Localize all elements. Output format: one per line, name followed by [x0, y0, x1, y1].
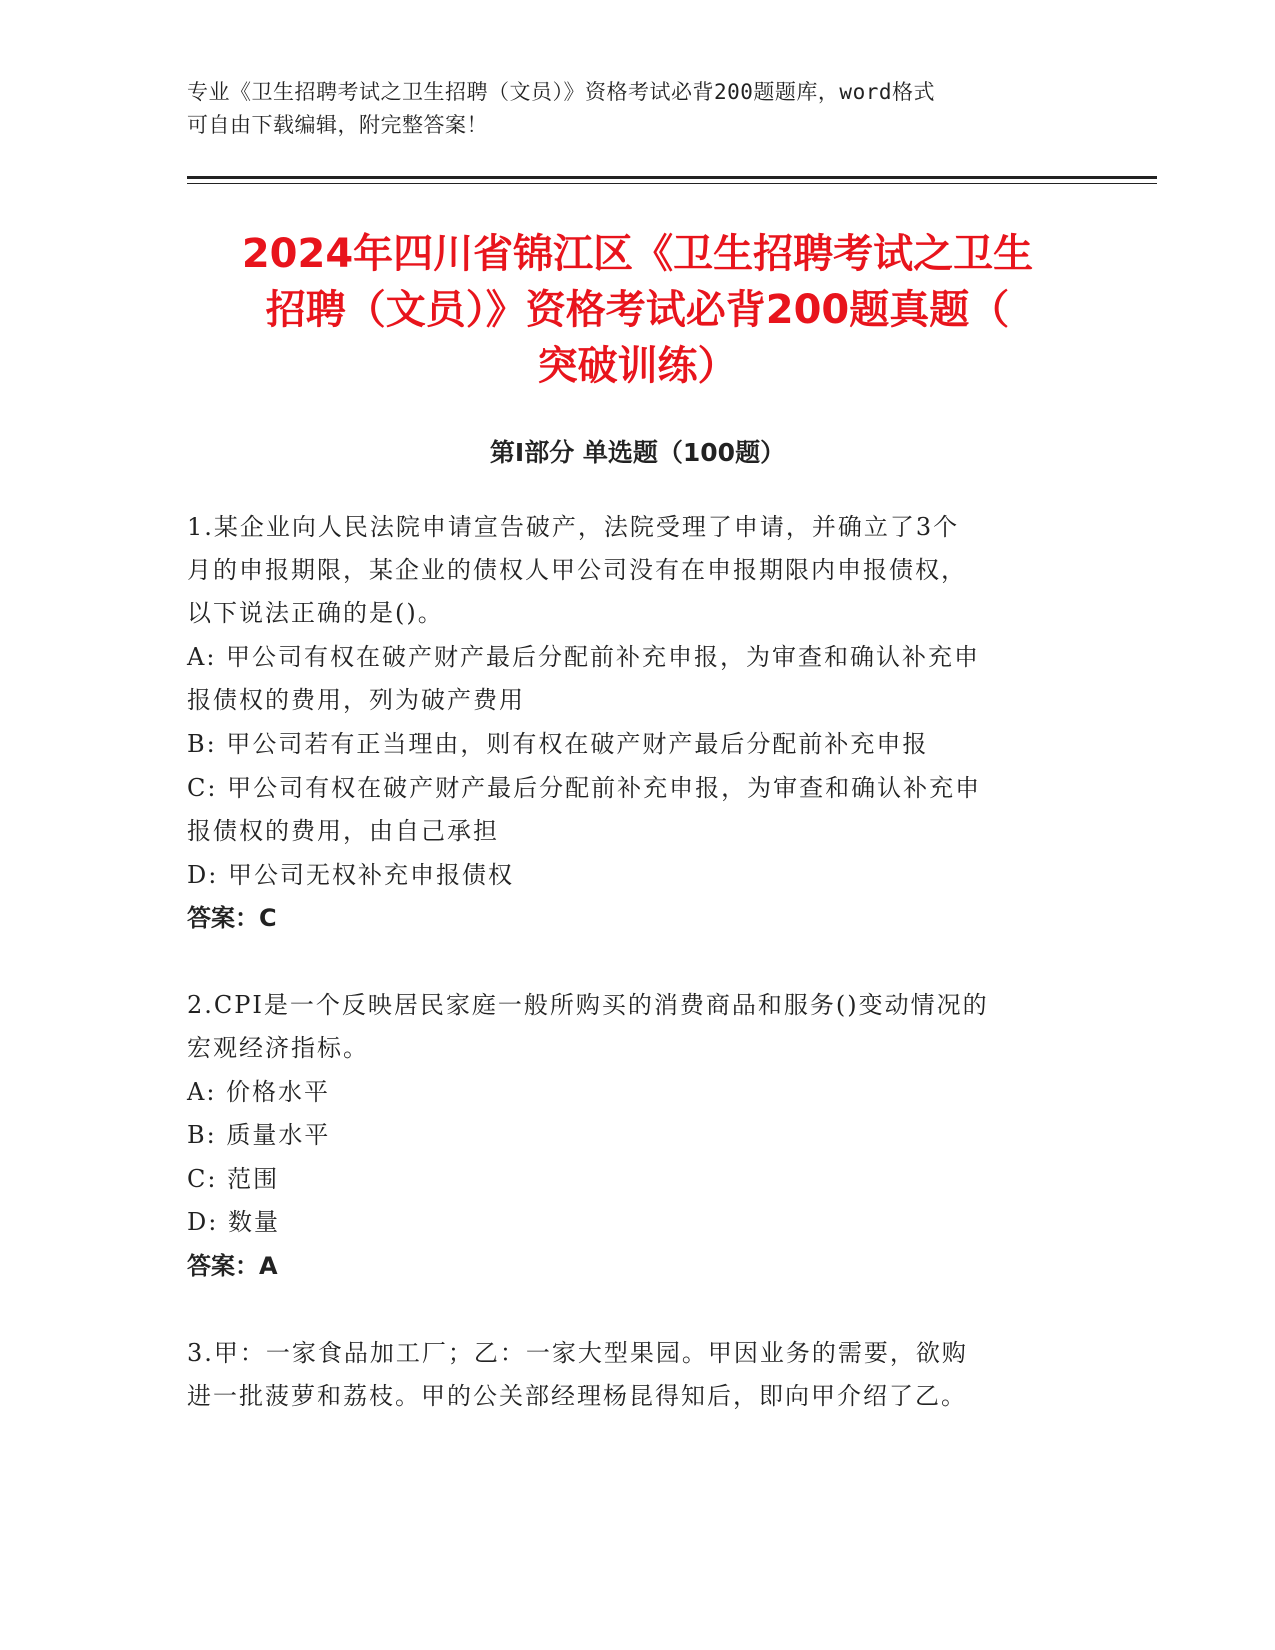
question-stem-line: 以下说法正确的是()。 [187, 599, 444, 627]
header-note-line-2: 可自由下载编辑，附完整答案！ [187, 113, 488, 137]
question-stem-line: 进一批菠萝和荔枝。甲的公关部经理杨昆得知后，即向甲介绍了乙。 [187, 1382, 967, 1410]
question-stem-line: 3.甲：一家食品加工厂；乙：一家大型果园。甲因业务的需要，欲购 [187, 1339, 968, 1367]
header-note [187, 76, 1067, 142]
answer-label: 答案：C [187, 904, 277, 932]
section-heading: 第Ⅰ部分 单选题（100题） [489, 438, 786, 467]
option-b: B: 甲公司若有正当理由，则有权在破产财产最后分配前补充申报 [187, 730, 929, 758]
option-a-continued: 报债权的费用，列为破产费用 [187, 686, 525, 714]
option-a: A: 价格水平 [187, 1078, 331, 1106]
option-d: D: 数量 [187, 1208, 280, 1236]
option-c: C: 甲公司有权在破产财产最后分配前补充申报，为审查和确认补充申 [187, 774, 982, 802]
header-note-line-1: 专业《卫生招聘考试之卫生招聘（文员）》资格考试必背200题题库，word格式 [187, 80, 935, 104]
document-title-line-2: 招聘（文员）》资格考试必背200题真题（ [265, 287, 1010, 333]
document-title-line-3: 突破训练） [537, 343, 738, 389]
header-divider-thick [187, 176, 1157, 179]
option-c-continued: 报债权的费用，由自己承担 [187, 817, 499, 845]
option-a: A: 甲公司有权在破产财产最后分配前补充申报，为审查和确认补充申 [187, 643, 981, 671]
question-stem-line: 2.CPI是一个反映居民家庭一般所购买的消费商品和服务()变动情况的 [187, 991, 989, 1019]
option-c: C: 范围 [187, 1165, 280, 1193]
document-title-line-1: 2024年四川省锦江区《卫生招聘考试之卫生 [241, 231, 1034, 277]
question-stem-line: 1.某企业向人民法院申请宣告破产，法院受理了申请，并确立了3个 [187, 513, 960, 541]
question-stem-line: 月的申报期限，某企业的债权人甲公司没有在申报期限内申报债权， [187, 556, 967, 584]
answer-label: 答案：A [187, 1252, 278, 1280]
option-b: B: 质量水平 [187, 1121, 331, 1149]
question-stem-line: 宏观经济指标。 [187, 1034, 369, 1062]
option-d: D: 甲公司无权补充申报债权 [187, 861, 514, 889]
document-title [160, 226, 1115, 394]
header-divider-thin [187, 183, 1157, 184]
